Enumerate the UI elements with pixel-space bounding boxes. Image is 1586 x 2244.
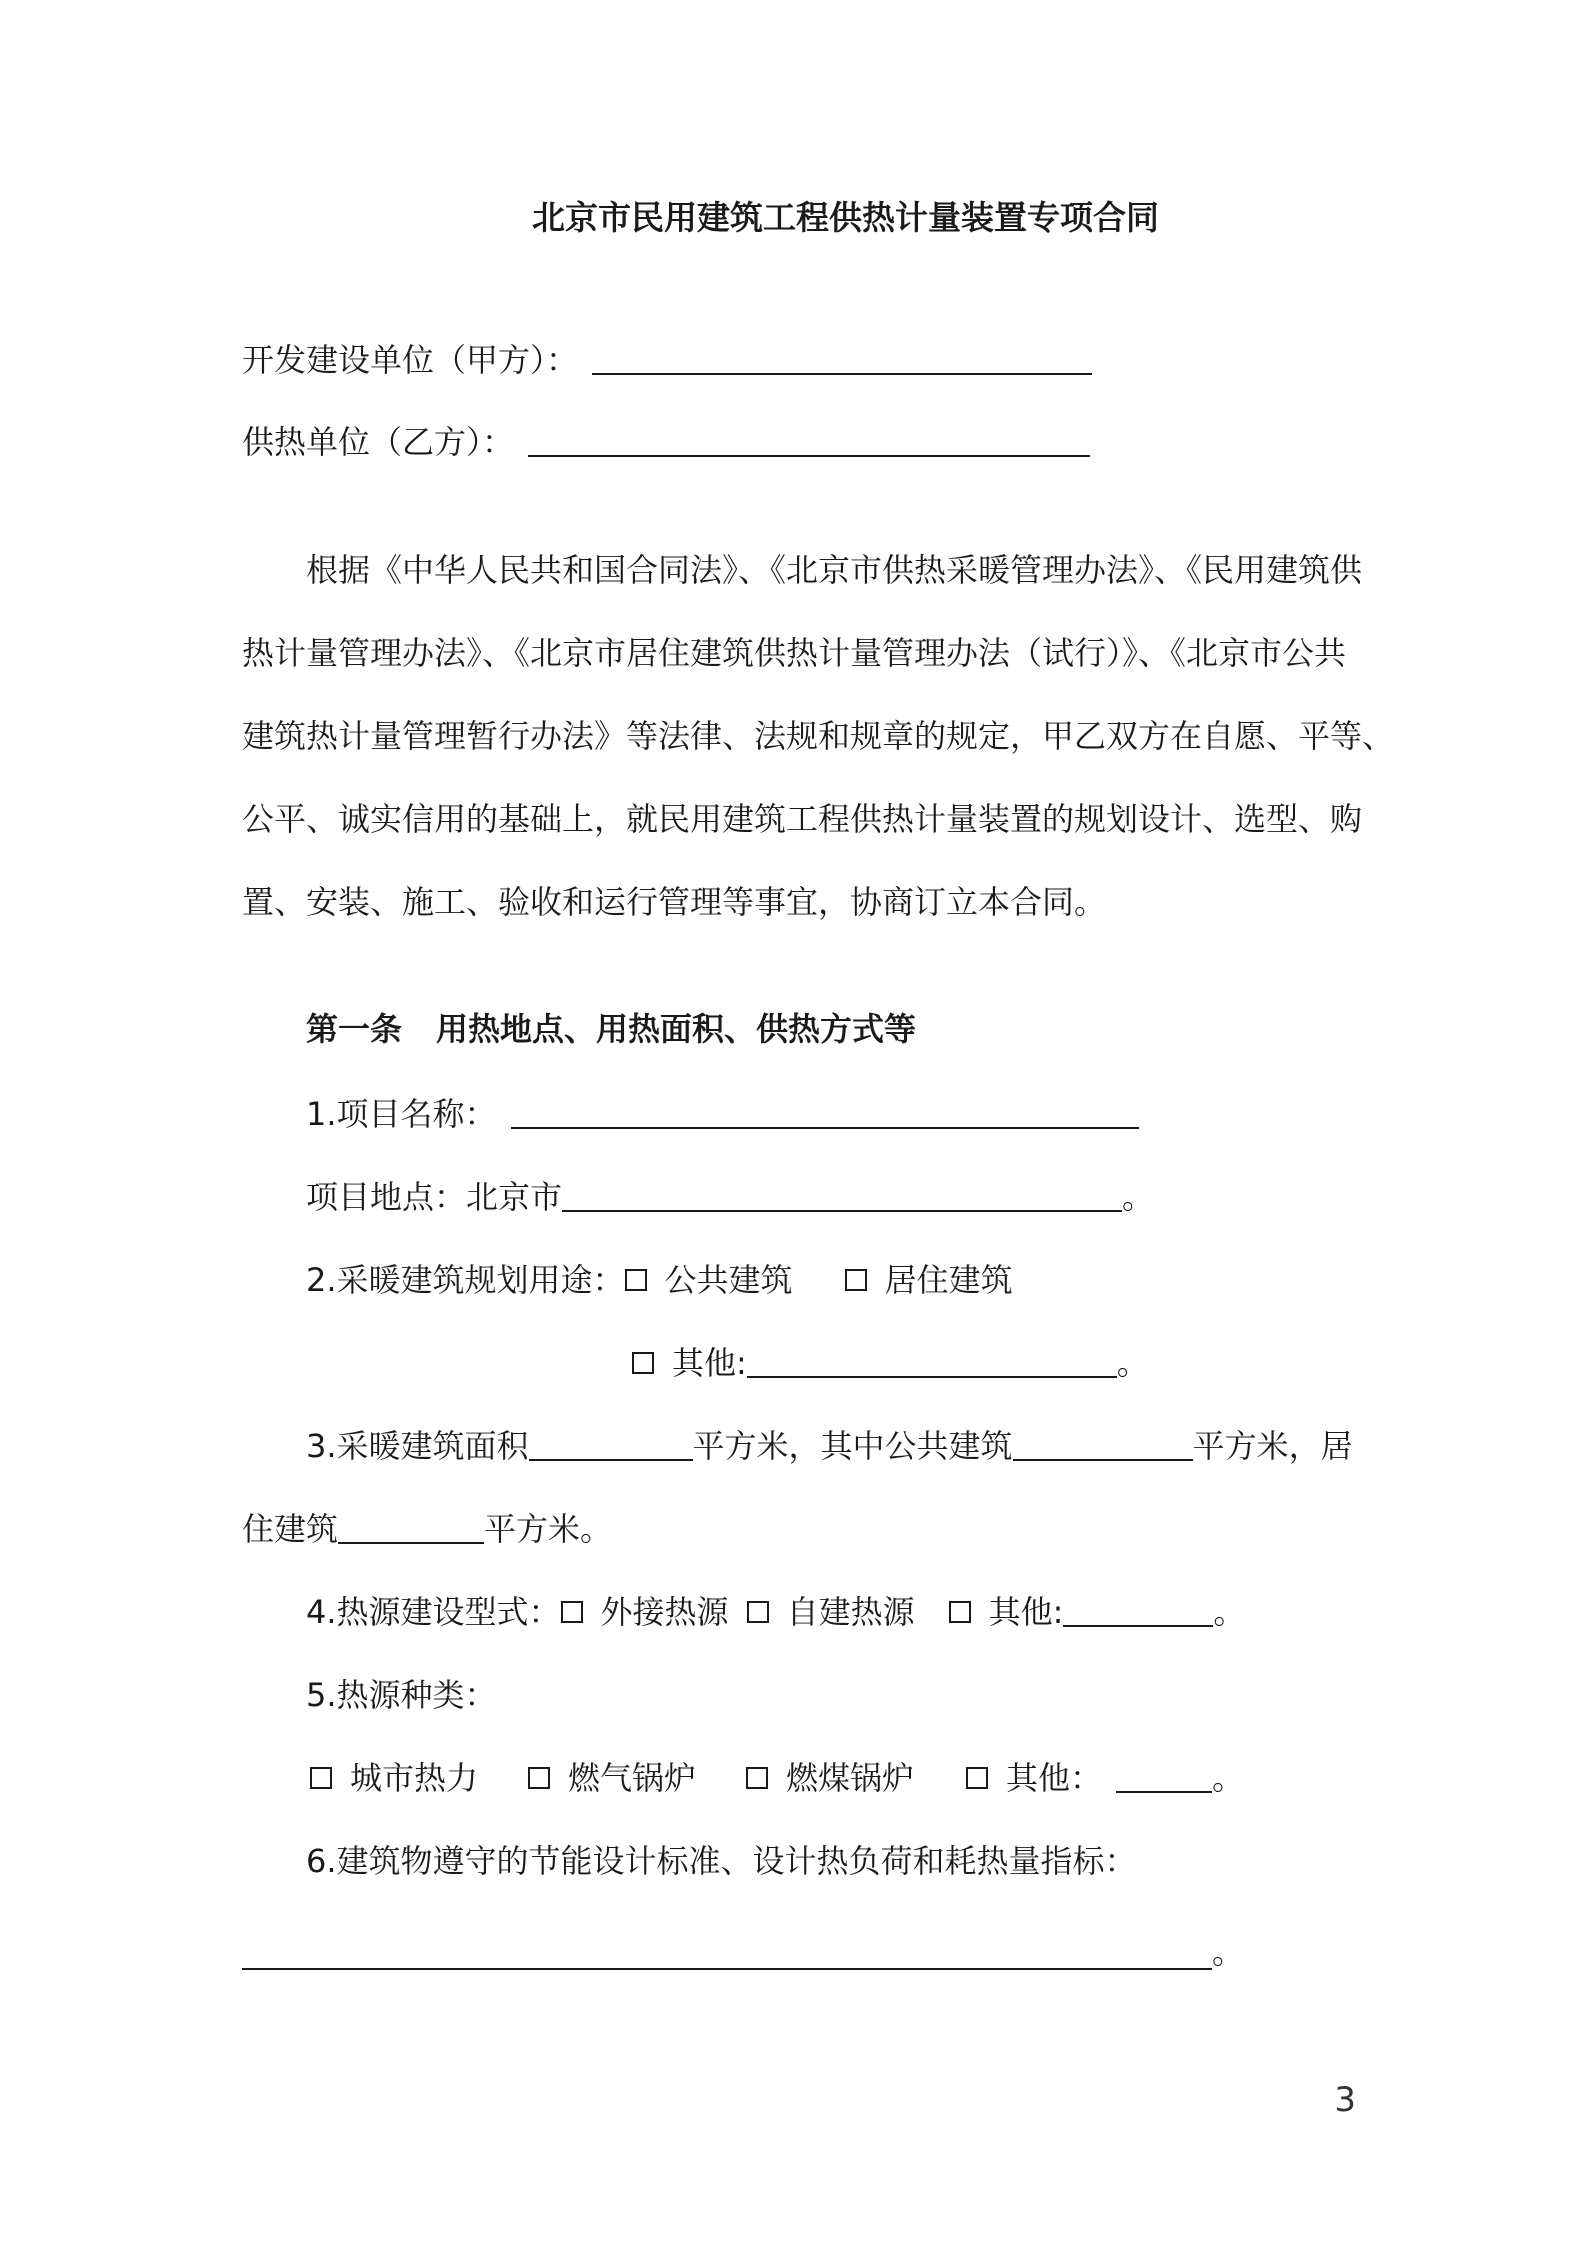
document-title: 北京市民用建筑工程供热计量装置专项合同 [532, 198, 1159, 237]
heat-source-form-label: 4.热源建设型式： [306, 1593, 561, 1631]
page-number: 3 [1334, 2080, 1356, 2120]
location-period: 。 [1122, 1178, 1155, 1216]
source-other-label: 其他: [988, 1593, 1064, 1631]
party-a-blank[interactable] [592, 343, 1092, 375]
party-b-label: 供热单位（乙方）： [242, 423, 515, 461]
item5-line: 5.热源种类： [306, 1676, 497, 1714]
item5-options-line [310, 1756, 1244, 1800]
location-label: 项目地点：北京市 [306, 1178, 563, 1216]
total-area-blank[interactable] [529, 1429, 693, 1461]
use-other-period: 。 [1116, 1344, 1149, 1382]
checkbox-gas-boiler[interactable] [528, 1767, 550, 1789]
public-area-blank[interactable] [1013, 1429, 1193, 1461]
intro-line-4: 公平、诚实信用的基础上，就民用建筑工程供热计量装置的规划设计、选型、购 [242, 800, 1363, 838]
checkbox-self-built-source[interactable] [747, 1601, 769, 1623]
party-a-label: 开发建设单位（甲方）： [242, 341, 579, 379]
source-other-blank[interactable] [1063, 1595, 1213, 1627]
article1-title: 用热地点、用热面积、供热方式等 [436, 1010, 917, 1048]
project-name-blank[interactable] [511, 1097, 1139, 1129]
use-other-label: 其他: [672, 1344, 747, 1382]
intro-line-2: 热计量管理办法》、《北京市居住建筑供热计量管理办法（试行）》、《北京市公共 [242, 634, 1347, 672]
location-line [306, 1175, 1154, 1219]
party-a-line [242, 338, 1092, 382]
gas-boiler-label: 燃气锅炉 [568, 1759, 697, 1797]
item4-line [306, 1590, 1245, 1634]
area-label: 3.采暖建筑面积 [306, 1427, 529, 1465]
checkbox-external-source[interactable] [561, 1601, 583, 1623]
party-b-blank[interactable] [528, 425, 1090, 457]
item6-line: 6.建筑物遵守的节能设计标准、设计热负荷和耗热量指标： [306, 1842, 1137, 1880]
checkbox-coal-boiler[interactable] [746, 1767, 768, 1789]
checkbox-source-other[interactable] [949, 1601, 971, 1623]
intro-line-1: 根据《中华人民共和国合同法》、《北京市供热采暖管理办法》、《民用建筑供 [306, 551, 1363, 589]
area-residential-label: 住建筑 [242, 1510, 339, 1548]
type-other-period: 。 [1212, 1759, 1245, 1797]
area-public-label: 平方米，其中公共建筑 [692, 1427, 1013, 1465]
checkbox-use-other[interactable] [632, 1352, 654, 1374]
location-blank[interactable] [562, 1180, 1122, 1212]
item2-other-line [632, 1341, 1149, 1385]
item2-line [306, 1258, 1013, 1302]
area-unit-end: 平方米。 [484, 1510, 613, 1548]
type-other-label: 其他： [1006, 1759, 1103, 1797]
source-other-period: 。 [1213, 1593, 1246, 1631]
intro-line-3: 建筑热计量管理暂行办法》等法律、法规和规章的规定，甲乙双方在自愿、平等、 [242, 717, 1395, 755]
use-other-blank[interactable] [747, 1346, 1117, 1378]
item3-line [306, 1424, 1353, 1468]
city-heat-label: 城市热力 [350, 1759, 479, 1797]
item1-line [306, 1092, 1139, 1136]
planned-use-label: 2.采暖建筑规划用途： [306, 1261, 625, 1299]
checkbox-type-other[interactable] [966, 1767, 988, 1789]
intro-line-5: 置、安装、施工、验收和运行管理等事宜，协商订立本合同。 [242, 883, 1107, 921]
self-built-source-label: 自建热源 [786, 1593, 915, 1631]
area-residential-prefix: 平方米，居 [1192, 1427, 1353, 1465]
party-b-line [242, 420, 1090, 464]
item6-blank[interactable] [242, 1968, 1212, 1970]
residential-area-blank[interactable] [338, 1512, 484, 1544]
article1-number: 第一条 [306, 1010, 403, 1048]
checkbox-public[interactable] [625, 1269, 647, 1291]
article1-heading [306, 1007, 916, 1051]
type-other-blank[interactable] [1116, 1761, 1212, 1793]
item3-line-2 [242, 1507, 612, 1551]
checkbox-city-heat[interactable] [310, 1767, 332, 1789]
item6-period: 。 [1212, 1933, 1245, 1971]
coal-boiler-label: 燃煤锅炉 [786, 1759, 915, 1797]
project-name-label: 1.项目名称： [306, 1095, 497, 1133]
checkbox-residential[interactable] [845, 1269, 867, 1291]
external-source-label: 外接热源 [600, 1593, 729, 1631]
use-residential-label: 居住建筑 [884, 1261, 1013, 1299]
use-public-label: 公共建筑 [664, 1261, 793, 1299]
